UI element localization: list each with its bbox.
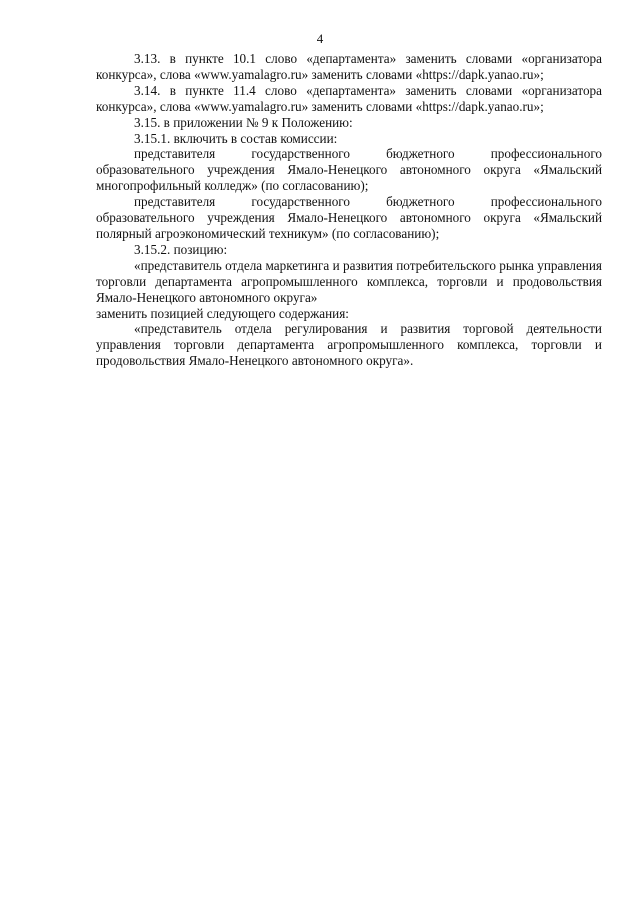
paragraph-replace-with: заменить позицией следующего содержания: [96, 305, 349, 321]
document-body [96, 51, 602, 369]
paragraph-college-representative: представителя государственного бюджетного профессионального образовательного учреждения Ямало-Ненецкого автономного округа «Ямальский многопрофильный колледж» (по согласованию); [96, 146, 602, 194]
paragraph-new-position: «представитель отдела регулирования и развития торговой деятельности управления торговли департамента агропромышленного комплекса, торговли и продовольствия Ямало-Ненецкого автономного округа». [96, 321, 602, 369]
paragraph-3-15: 3.15. в приложении № 9 к Положению: [134, 114, 353, 130]
paragraph-3-15-2: 3.15.2. позицию: [134, 241, 228, 257]
paragraph-3-14: 3.14. в пункте 11.4 слово «департамента» заменить словами «организатора конкурса», слова «www.yamalagro.ru» заменить словами «https://dapk.yanao.ru»; [96, 82, 602, 114]
paragraph-3-13: 3.13. в пункте 10.1 слово «департамента» заменить словами «организатора конкурса», слова «www.yamalagro.ru» заменить словами «https://dapk.yanao.ru»; [96, 51, 602, 82]
paragraph-technikum-representative: представителя государственного бюджетного профессионального образовательного учреждения Ямало-Ненецкого автономного округа «Ямальский полярный агроэкономический техникум» (по согласованию); [96, 194, 602, 241]
paragraph-3-15-1: 3.15.1. включить в состав комиссии: [134, 130, 338, 146]
page-number: 4 [316, 31, 324, 46]
paragraph-old-position: «представитель отдела маркетинга и развития потребительского рынка управления торговли департамента агропромышленного комплекса, торговли и продовольствия Ямало-Ненецкого автономного округа» [96, 257, 602, 305]
